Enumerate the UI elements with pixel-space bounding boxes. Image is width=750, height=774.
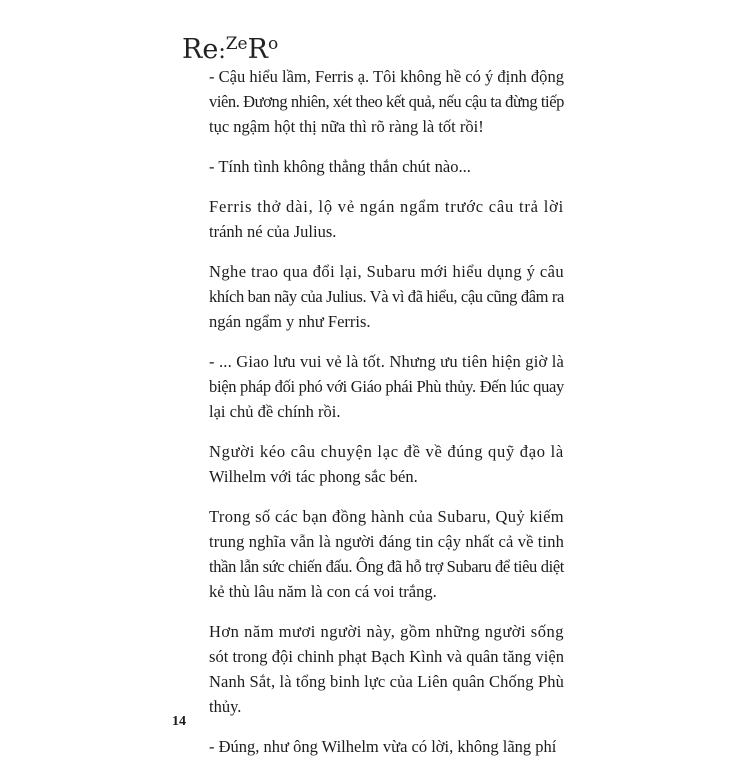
logo-o: o [267, 34, 279, 54]
paragraph [209, 439, 564, 489]
text-line: - ... Giao lưu vui vẻ là tốt. Nhưng ưu tiên hiện giờ là [209, 352, 564, 371]
text-line: Trong số các bạn đồng hành của Subaru, Quỷ kiếm [209, 507, 564, 526]
paragraph [209, 259, 564, 334]
paragraph [209, 194, 564, 244]
text-line: trung nghĩa vẫn là người đáng tin cậy nhất cả về tinh [209, 532, 564, 551]
logo-colon: : [218, 39, 226, 64]
text-line: tránh né của Julius. [209, 222, 337, 241]
text-line: - Tính tình không thẳng thắn chút nào... [209, 157, 471, 176]
text-line: biện pháp đối phó với Giáo phái Phù thủy. Đến lúc quay [209, 377, 564, 396]
text-line: tục ngậm hột thị nữa thì rõ ràng là tốt rồi! [209, 117, 484, 136]
text-line: Hơn năm mươi người này, gồm những người sống [209, 622, 565, 641]
text-line: Wilhelm với tác phong sắc bén. [209, 467, 418, 486]
text-line: - Đúng, như ông Wilhelm vừa có lời, không lãng phí [209, 737, 557, 756]
paragraph [209, 154, 564, 179]
text-line: kẻ thù lâu năm là con cá voi trắng. [209, 582, 437, 601]
body-text [209, 64, 564, 774]
paragraph [209, 619, 564, 719]
paragraph [209, 349, 564, 424]
rezero-logo [182, 34, 278, 65]
text-line: khích ban nãy của Julius. Và vì đã hiểu, cậu cũng đâm ra [209, 287, 564, 306]
text-line: Ferris thở dài, lộ vẻ ngán ngẩm trước câu trả lời [209, 197, 564, 216]
page-number: 14 [172, 714, 186, 729]
text-line: Nghe trao qua đổi lại, Subaru mới hiểu dụng ý câu [209, 262, 565, 281]
paragraph [209, 504, 564, 604]
paragraph [209, 64, 564, 139]
logo-e: e [237, 34, 248, 54]
text-line: Nanh Sắt, là tổng binh lực của Liên quân Chống Phù [209, 672, 565, 691]
text-line: thủy. [209, 697, 242, 716]
text-line: - Cậu hiểu lầm, Ferris ạ. Tôi không hề có ý định động [209, 67, 564, 86]
paragraph [209, 734, 564, 759]
text-line: lại chủ đề chính rồi. [209, 402, 341, 421]
text-line: thần lẫn sức chiến đấu. Ông đã hỗ trợ Subaru để tiêu diệt [209, 557, 565, 576]
text-line: Người kéo câu chuyện lạc đề về đúng quỹ đạo là [209, 442, 564, 461]
text-line: sót trong đội chinh phạt Bạch Kình và quân tăng viện [209, 647, 564, 666]
text-line: viên. Đương nhiên, xét theo kết quả, nếu cậu ta đừng tiếp [209, 92, 564, 111]
logo-re: Re [182, 34, 219, 65]
logo-z: Z [225, 34, 238, 54]
text-line: ngán ngẩm y như Ferris. [209, 312, 371, 331]
logo-r: R [247, 34, 268, 65]
